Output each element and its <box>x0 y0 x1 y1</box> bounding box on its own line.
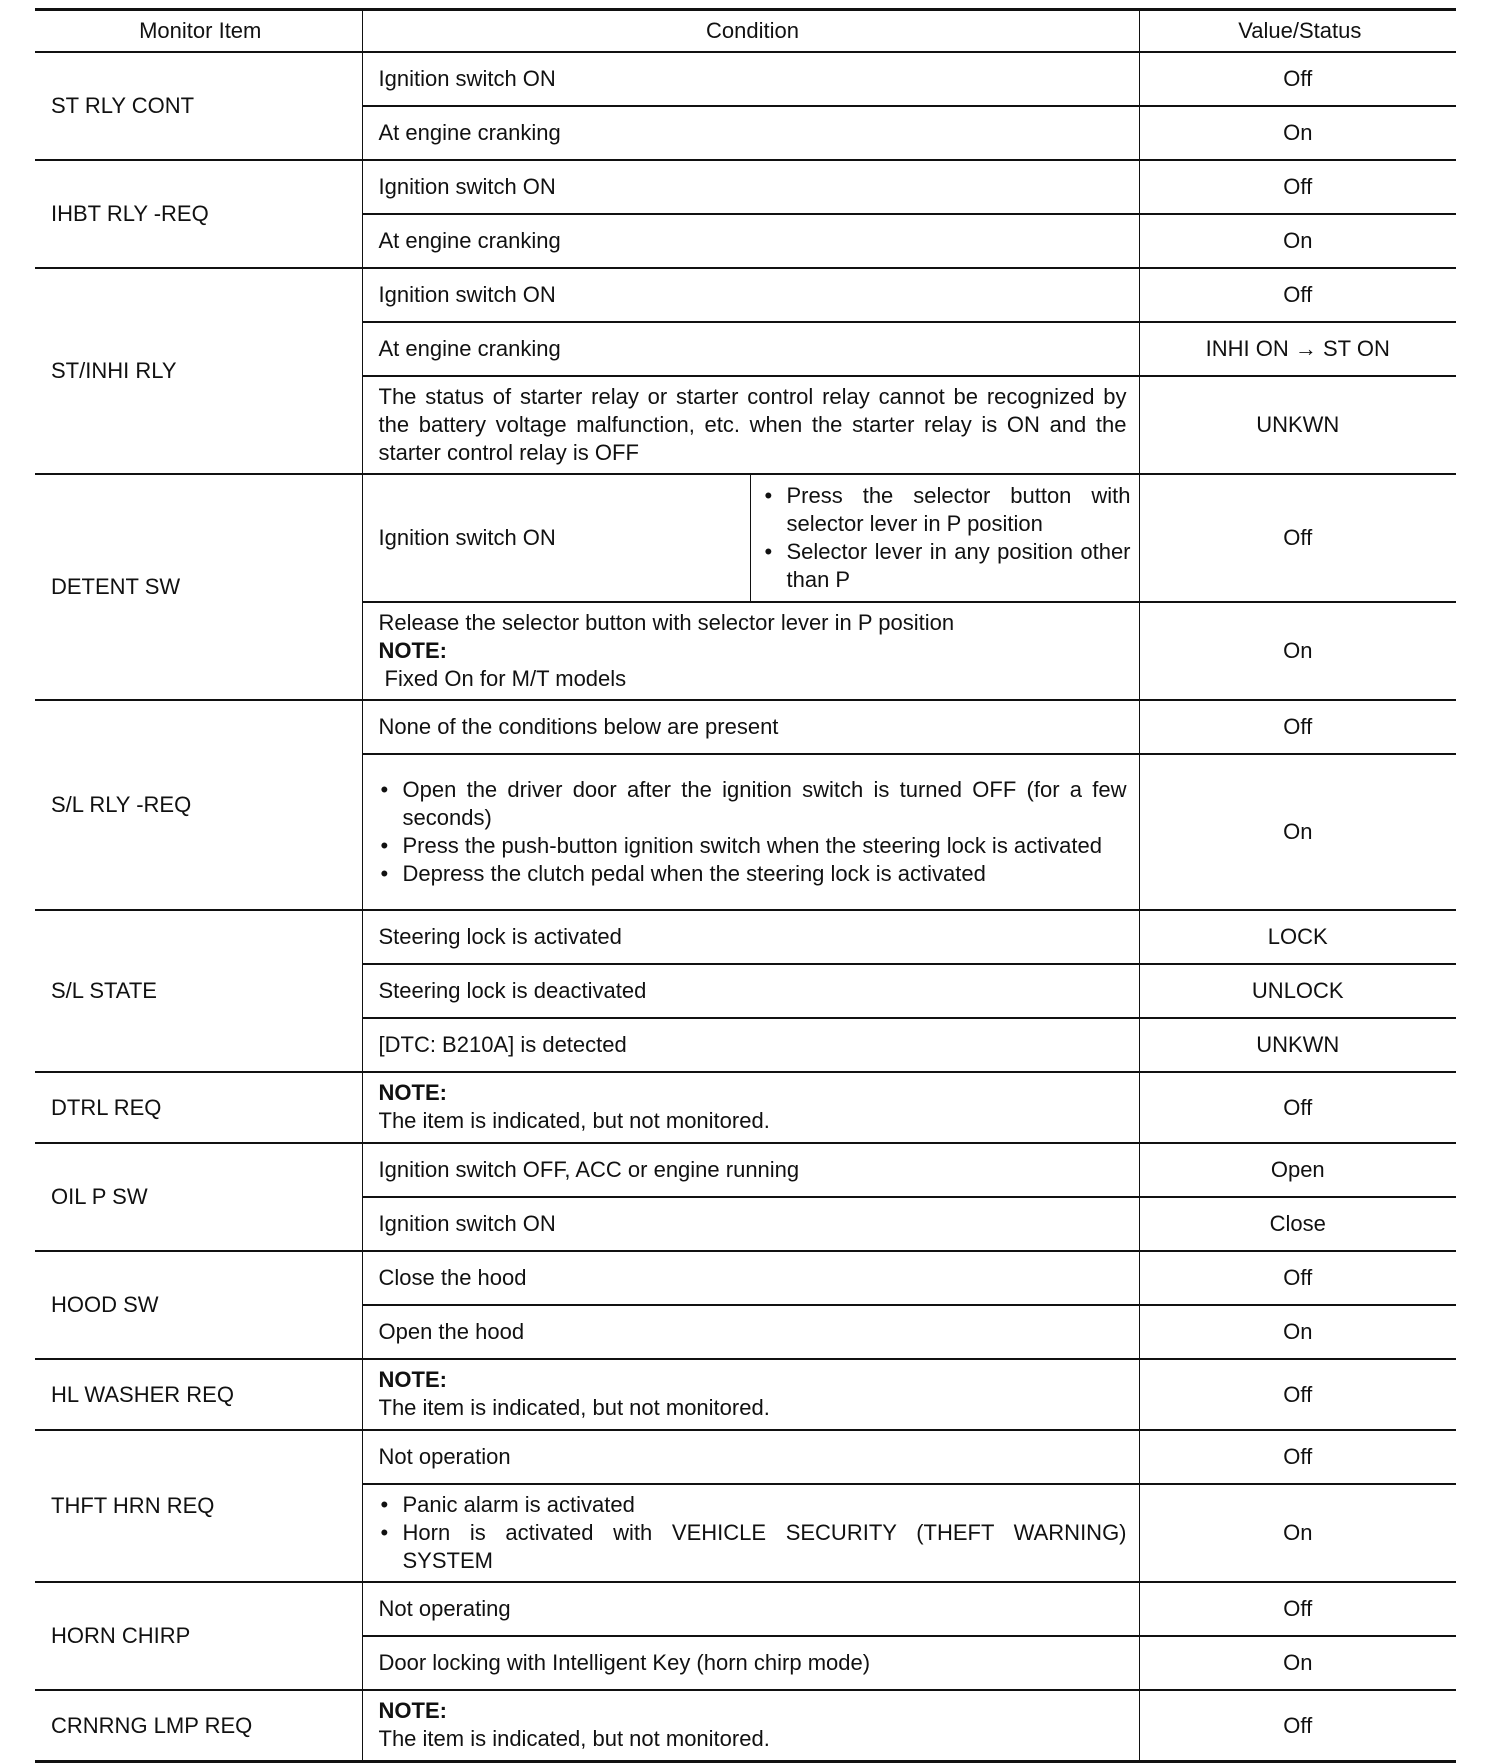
condition-cell: Steering lock is activated <box>362 910 1139 964</box>
value-cell: Off <box>1139 1430 1456 1484</box>
value-cell: On <box>1139 1636 1456 1690</box>
value-cell: Close <box>1139 1197 1456 1251</box>
condition-text: Release the selector button with selector lever in P position <box>378 609 955 635</box>
condition-cell: Close the hood <box>362 1251 1139 1305</box>
value-cell: Off <box>1139 1690 1456 1762</box>
monitor-item: HL WASHER REQ <box>35 1359 362 1430</box>
table-row <box>35 268 1456 322</box>
monitor-item: CRNRNG LMP REQ <box>35 1690 362 1762</box>
value-cell: Off <box>1139 160 1456 214</box>
header-monitor-item: Monitor Item <box>35 10 362 53</box>
value-cell: Off <box>1139 1582 1456 1636</box>
note-text: The item is indicated, but not monitored. <box>378 1726 770 1751</box>
condition-cell: Not operation <box>362 1430 1139 1484</box>
bullet-item: • Press the selector button with selector lever in P position <box>763 482 1131 538</box>
condition-cell: Door locking with Intelligent Key (horn chirp mode) <box>362 1636 1139 1690</box>
value-cell: INHI ON → ST ON <box>1139 322 1456 376</box>
table-row <box>35 474 1456 602</box>
note-text: The item is indicated, but not monitored. <box>378 1395 770 1420</box>
value-cell: Open <box>1139 1143 1456 1197</box>
condition-cell <box>362 1359 1139 1430</box>
bullet-item: • Panic alarm is activated <box>379 1491 1127 1519</box>
value-cell: Off <box>1139 700 1456 754</box>
condition-cell: Ignition switch ON <box>362 474 750 602</box>
value-cell: On <box>1139 214 1456 268</box>
value-cell: Off <box>1139 1072 1456 1143</box>
value-cell: Off <box>1139 52 1456 106</box>
value-cell: UNKWN <box>1139 1018 1456 1072</box>
value-cell: On <box>1139 1305 1456 1359</box>
monitor-item-table <box>35 8 1456 1763</box>
table-row <box>35 700 1456 754</box>
monitor-item: OIL P SW <box>35 1143 362 1251</box>
bullet-item: • Open the driver door after the ignition switch is turned OFF (for a few seconds) <box>379 776 1127 832</box>
condition-cell <box>362 1690 1139 1762</box>
table-row <box>35 1072 1456 1143</box>
header-value-status: Value/Status <box>1139 10 1456 53</box>
condition-cell: Open the hood <box>362 1305 1139 1359</box>
bullet-item: • Press the push-button ignition switch when the steering lock is activated <box>379 832 1127 860</box>
condition-cell: [DTC: B210A] is detected <box>362 1018 1139 1072</box>
condition-cell: Ignition switch ON <box>362 268 1139 322</box>
value-cell: On <box>1139 602 1456 700</box>
note-label: NOTE: <box>378 1080 447 1105</box>
note-label: NOTE: <box>378 1698 447 1723</box>
monitor-item: THFT HRN REQ <box>35 1430 362 1582</box>
table-row <box>35 1582 1456 1636</box>
condition-cell: Ignition switch ON <box>362 1197 1139 1251</box>
monitor-item: S/L STATE <box>35 910 362 1072</box>
condition-cell: At engine cranking <box>362 106 1139 160</box>
condition-cell: Ignition switch ON <box>362 160 1139 214</box>
table-row <box>35 910 1456 964</box>
bullet-item: • Depress the clutch pedal when the steering lock is activated <box>379 860 1127 888</box>
table-row <box>35 1143 1456 1197</box>
condition-cell <box>362 754 1139 910</box>
condition-cell: At engine cranking <box>362 322 1139 376</box>
condition-cell: Ignition switch ON <box>362 52 1139 106</box>
monitor-item: HORN CHIRP <box>35 1582 362 1690</box>
condition-cell <box>362 1484 1139 1582</box>
note-label: NOTE: <box>378 1367 447 1392</box>
table-row <box>35 1359 1456 1430</box>
table-row <box>35 1251 1456 1305</box>
value-cell: UNLOCK <box>1139 964 1456 1018</box>
condition-cell: Ignition switch OFF, ACC or engine running <box>362 1143 1139 1197</box>
monitor-table-container <box>35 8 1456 1763</box>
table-row <box>35 160 1456 214</box>
value-cell: Off <box>1139 1359 1456 1430</box>
condition-cell: The status of starter relay or starter control relay cannot be recognized by the battery voltage malfunction, etc. when the starter relay is ON and the starter control relay is OFF <box>362 376 1139 474</box>
monitor-item: DETENT SW <box>35 474 362 700</box>
note-text: The item is indicated, but not monitored. <box>378 1108 770 1133</box>
monitor-item: ST/INHI RLY <box>35 268 362 474</box>
condition-cell <box>362 602 1139 700</box>
condition-cell: Not operating <box>362 1582 1139 1636</box>
table-row <box>35 1690 1456 1762</box>
note-text: Fixed On for M/T models <box>384 665 627 691</box>
bullet-item: • Selector lever in any position other than P <box>763 538 1131 594</box>
monitor-item: ST RLY CONT <box>35 52 362 160</box>
condition-cell: Steering lock is deactivated <box>362 964 1139 1018</box>
monitor-item: S/L RLY -REQ <box>35 700 362 910</box>
table-row <box>35 52 1456 106</box>
value-cell: Off <box>1139 1251 1456 1305</box>
table-header-row <box>35 10 1456 53</box>
monitor-item: IHBT RLY -REQ <box>35 160 362 268</box>
condition-cell: None of the conditions below are present <box>362 700 1139 754</box>
monitor-item: DTRL REQ <box>35 1072 362 1143</box>
condition-cell: At engine cranking <box>362 214 1139 268</box>
value-cell: On <box>1139 106 1456 160</box>
condition-cell <box>362 1072 1139 1143</box>
value-cell: On <box>1139 754 1456 910</box>
value-cell: Off <box>1139 268 1456 322</box>
value-cell: LOCK <box>1139 910 1456 964</box>
value-cell: UNKWN <box>1139 376 1456 474</box>
value-cell: Off <box>1139 474 1456 602</box>
bullet-item: • Horn is activated with VEHICLE SECURITY (THEFT WARNING) SYSTEM <box>379 1519 1127 1575</box>
value-cell: On <box>1139 1484 1456 1582</box>
table-row <box>35 1430 1456 1484</box>
header-condition: Condition <box>362 10 1139 53</box>
monitor-item: HOOD SW <box>35 1251 362 1359</box>
sub-condition-cell <box>750 474 1139 602</box>
note-label: NOTE: <box>378 637 447 663</box>
